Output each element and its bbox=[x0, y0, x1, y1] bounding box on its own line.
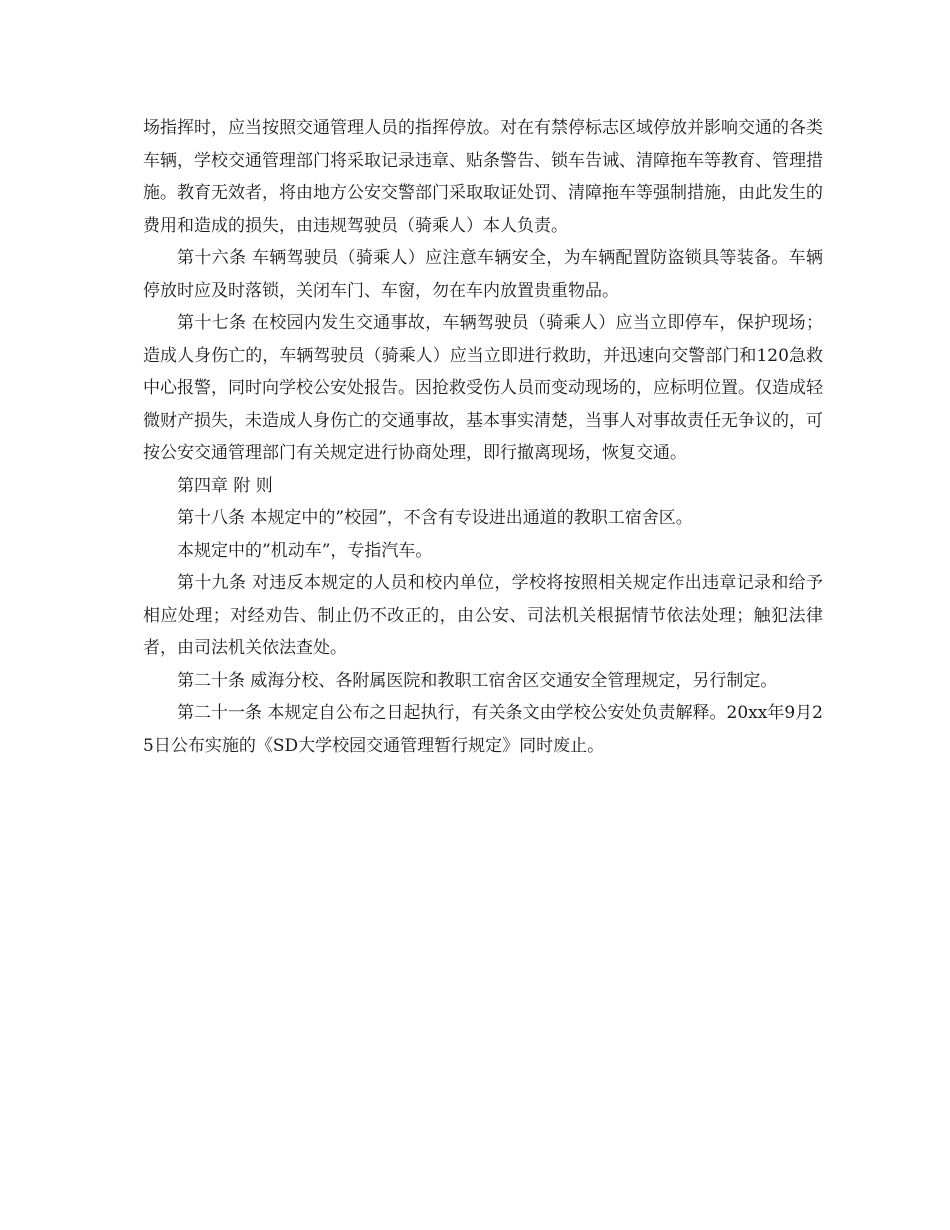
chapter-heading: 第四章 附 则 bbox=[177, 475, 273, 496]
article-17: 第十七条 在校园内发生交通事故，车辆驾驶员（骑乘人）应当立即停车，保护现场；造成人身伤亡的，车辆驾驶员（骑乘人）应当立即进行救助，并迅速向交警部门和120急救中心报警，同时向学校公安处报告。因抢救受伤人员而变动现场的，应标明位置。仅造成轻微财产损失，未造成人身伤亡的交通事故，基本事实清楚，当事人对事故责任无争议的，可按公安交通管理部门有关规定进行协商处理，即行撤离现场，恢复交通。 bbox=[143, 313, 823, 463]
article-20: 第二十条 威海分校、各附属医院和教职工宿舍区交通安全管理规定，另行制定。 bbox=[177, 670, 778, 691]
article-19: 第十九条 对违反本规定的人员和校内单位，学校将按照相关规定作出违章记录和给予相应处理；对经劝告、制止仍不改正的，由公安、司法机关根据情节依法处理；触犯法律者，由司法机关依法查处。 bbox=[143, 573, 823, 658]
article-21: 第二十一条 本规定自公布之日起执行，有关条文由学校公安处负责解释。20xx年9月25日公布实施的《SD大学校园交通管理暂行规定》同时废止。 bbox=[143, 703, 823, 756]
article-18-definition: 本规定中的”机动车”，专指汽车。 bbox=[177, 540, 433, 561]
article-18: 第十八条 本规定中的”校园”，不含有专设进出通道的教职工宿舍区。 bbox=[177, 508, 693, 528]
article-16: 第十六条 车辆驾驶员（骑乘人）应注意车辆安全，为车辆配置防盗锁具等装备。车辆停放时应及时落锁，关闭车门、车窗，勿在车内放置贵重物品。 bbox=[143, 248, 823, 301]
document-body bbox=[143, 112, 823, 762]
paragraph-continued: 场指挥时，应当按照交通管理人员的指挥停放。对在有禁停标志区域停放并影响交通的各类车辆，学校交通管理部门将采取记录违章、贴条警告、锁车告诫、清障拖车等教育、管理措施。教育无效者，将由地方公安交警部门采取取证处罚、清障拖车等强制措施，由此发生的费用和造成的损失，由违规驾驶员（骑乘人）本人负责。 bbox=[143, 118, 823, 236]
